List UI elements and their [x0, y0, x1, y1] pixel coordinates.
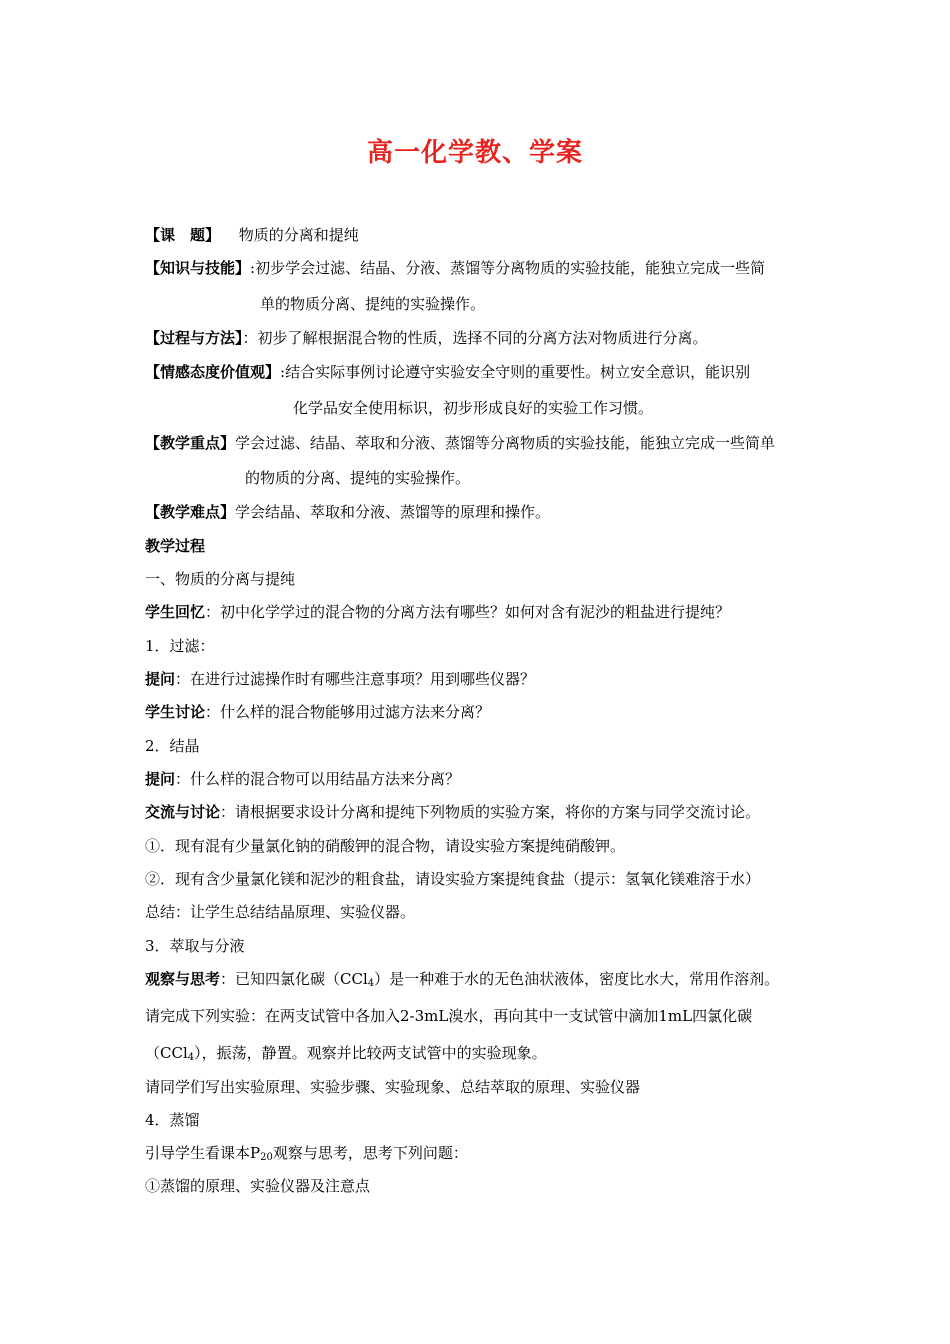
key-point-label: 【教学重点】 [145, 434, 236, 452]
guide-text-b: 观察与思考，思考下列问题： [272, 1144, 468, 1162]
review-line [145, 601, 730, 623]
difficulty-line [145, 501, 550, 523]
process-method-line [145, 327, 708, 349]
knowledge-text-cont: 单的物质分离、提纯的实验操作。 [260, 295, 486, 313]
section-heading: 一、物质的分离与提纯 [145, 570, 296, 588]
question-2-label: 提问 [145, 770, 176, 788]
experiment-line-2 [145, 1042, 547, 1069]
process-method-text: ：初步了解根据混合物的性质，选择不同的分离方法对物质进行分离。 [242, 329, 708, 347]
emotion-text-cont: 化学品安全使用标识，初步形成良好的实验工作习惯。 [293, 399, 654, 417]
discussion-label: 学生讨论 [145, 703, 206, 721]
summary-line: 总结：让学生总结结晶原理、实验仪器。 [145, 903, 416, 921]
knowledge-text: :初步学会过滤、结晶、分液、蒸馏等分离物质的实验技能，能独立完成一些简 [250, 259, 766, 277]
question-1-text: ：在进行过滤操作时有哪些注意事项？用到哪些仪器？ [175, 670, 536, 688]
exchange-label: 交流与讨论 [145, 803, 221, 821]
guide-line [145, 1142, 468, 1169]
question-2-text: ：什么样的混合物可以用结晶方法来分离？ [175, 770, 461, 788]
step-filter: 1．过滤： [145, 637, 215, 655]
key-point-text: 学会过滤、结晶、萃取和分液、蒸馏等分离物质的实验技能，能独立完成一些简单 [235, 434, 776, 452]
item-1: ①．现有混有少量氯化钠的硝酸钾的混合物，请设实验方案提纯硝酸钾。 [145, 837, 626, 855]
teaching-process-heading: 教学过程 [145, 537, 206, 555]
review-text: ：初中化学学过的混合物的分离方法有哪些？如何对含有泥沙的粗盐进行提纯？ [205, 603, 731, 621]
step-distillation: 4．蒸馏 [145, 1111, 200, 1129]
experiment-text-a: （CCl [145, 1044, 188, 1062]
question-2-line [145, 768, 460, 790]
emotion-text: :结合实际事例讨论遵守实验安全守则的重要性。树立安全意识，能识别 [280, 363, 751, 381]
observe-text-a: ：已知四氯化碳（CCl [220, 970, 368, 988]
step-crystallize: 2．结晶 [145, 737, 200, 755]
question-1-label: 提问 [145, 670, 176, 688]
experiment-line-1: 请完成下列实验：在两支试管中各加入2-3mL溴水，再向其中一支试管中滴加1mL四氯化碳 [145, 1007, 753, 1025]
last-question: ①蒸馏的原理、实验仪器及注意点 [145, 1177, 371, 1195]
emotion-label: 【情感态度价值观】 [145, 363, 281, 381]
topic-line [145, 224, 359, 246]
emotion-line [145, 361, 750, 383]
experiment-line-3: 请同学们写出实验原理、实验步骤、实验现象、总结萃取的原理、实验仪器 [145, 1078, 641, 1096]
difficulty-text: 学会结晶、萃取和分液、蒸馏等的原理和操作。 [235, 503, 551, 521]
discussion-line [145, 701, 490, 723]
page-title: 高一化学教、学案 [366, 138, 583, 168]
topic-label: 【课 题】 [145, 226, 221, 244]
exchange-text: ：请根据要求设计分离和提纯下列物质的实验方案，将你的方案与同学交流讨论。 [220, 803, 761, 821]
observe-label: 观察与思考 [145, 970, 221, 988]
step-extraction: 3．萃取与分液 [145, 937, 245, 955]
experiment-subscript: 4 [187, 1052, 195, 1063]
item-2: ②．现有含少量氯化镁和泥沙的粗食盐，请设实验方案提纯食盐（提示：氢氧化镁难溶于水） [145, 870, 761, 888]
process-method-label: 【过程与方法】 [145, 329, 243, 347]
observe-subscript: 4 [367, 978, 375, 989]
observe-line [145, 968, 779, 995]
guide-text-a: 引导学生看课本P [145, 1144, 261, 1162]
guide-subscript: 20 [260, 1152, 273, 1163]
observe-text-b: ）是一种难于水的无色油状液体，密度比水大，常用作溶剂。 [374, 970, 780, 988]
experiment-text-b: ），振荡，静置。观察并比较两支试管中的实验现象。 [194, 1044, 547, 1062]
question-1-line [145, 668, 535, 690]
exchange-line [145, 801, 760, 823]
review-label: 学生回忆 [145, 603, 206, 621]
knowledge-line [145, 257, 765, 279]
key-point-text-cont: 的物质的分离、提纯的实验操作。 [245, 469, 471, 487]
topic-text: 物质的分离和提纯 [238, 226, 359, 244]
knowledge-label: 【知识与技能】 [145, 259, 251, 277]
key-point-line [145, 432, 775, 454]
discussion-text: ：什么样的混合物能够用过滤方法来分离？ [205, 703, 491, 721]
difficulty-label: 【教学难点】 [145, 503, 236, 521]
